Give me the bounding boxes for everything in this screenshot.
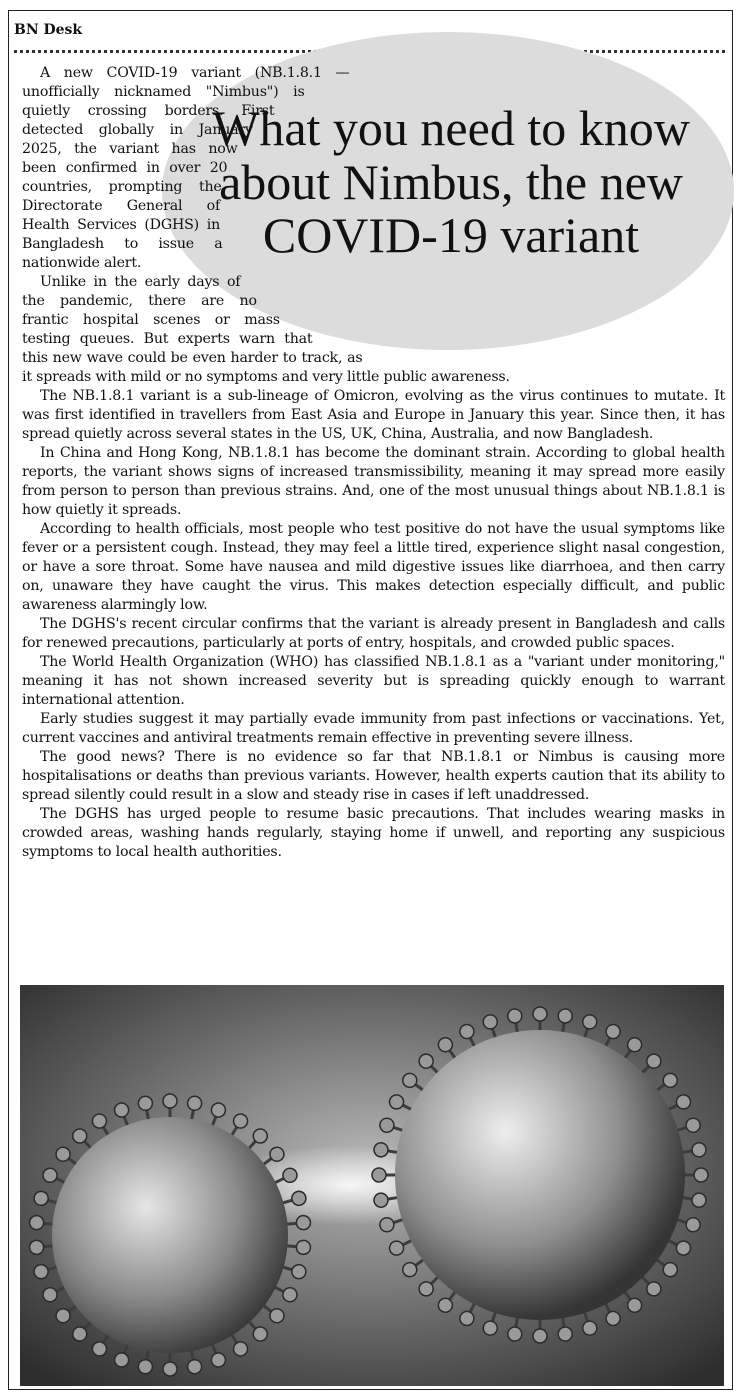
- headline: What you need to know about Nimbus, the new COVID-19 variant: [212, 100, 690, 263]
- paragraph-10: The DGHS has urged people to resume basic precautions. That includes wearing masks in crowded areas, washing hands regularly, staying home if unwell, and reporting any suspicious symptoms to local health authorities.: [22, 806, 725, 860]
- paragraph-2: Unlike in the early days of the pandemic, there are no frantic hospital scenes or mass testing queues. But experts warn that this new wave could be even harder to track, as it spreads with mild or no symptoms and very little public awareness.: [22, 274, 510, 385]
- paragraph-4: In China and Hong Kong, NB.1.8.1 has become the dominant strain. According to global health reports, the variant shows signs of increased transmissibility, meaning it may spread more easily from person to person than previous strains. And, one of the most unusual things about NB.1.8.1 is how quietly it spreads.: [22, 445, 725, 518]
- paragraph-3: The NB.1.8.1 variant is a sub-lineage of Omicron, evolving as the virus continues to mutate. It was first identified in travellers from East Asia and Europe in January this year. Since then, it has spread quietly across several states in the US, UK, China, Australia, and now Bangladesh.: [22, 388, 725, 442]
- paragraph-5: According to health officials, most people who test positive do not have the usual symptoms like fever or a persistent cough. Instead, they may feel a little tired, experience slight nasal congestion, or have a sore throat. Some have nausea and mild digestive issues like diarrhoea, and then carry on, unaware they have caught the virus. This makes detection especially difficult, and public awareness alarmingly low.: [22, 521, 725, 613]
- paragraph-7: The World Health Organization (WHO) has classified NB.1.8.1 as a "variant under monitoring," meaning it has not shown increased severity but is spreading quickly enough to warrant international attention.: [22, 654, 725, 708]
- paragraph-8: Early studies suggest it may partially evade immunity from past infections or vaccinations. Yet, current vaccines and antiviral treatments remain effective in preventing severe illness.: [22, 711, 725, 746]
- paragraph-9: The good news? There is no evidence so far that NB.1.8.1 or Nimbus is causing more hospitalisations or deaths than previous variants. However, health experts caution that its ability to spread silently could result in a slow and steady rise in cases if left unaddressed.: [22, 749, 725, 803]
- virus-illustration: [20, 985, 724, 1386]
- article-body: [22, 64, 725, 862]
- paragraph-1: A new COVID-19 variant (NB.1.8.1 — unofficially nicknamed "Nimbus") is quietly crossing borders. First detected globally in January 2025, the variant has now been confirmed in over 20 countries, prompting the Directorate General of Health Services (DGHS) in Bangladesh to issue a nationwide alert.: [22, 65, 350, 271]
- byline: BN Desk: [14, 22, 83, 38]
- paragraph-6: The DGHS's recent circular confirms that the variant is already present in Bangladesh and calls for renewed precautions, particularly at ports of entry, hospitals, and crowded public spaces.: [22, 616, 725, 651]
- headline-wrap-shape: [220, 64, 725, 364]
- virus-photo: [20, 985, 724, 1386]
